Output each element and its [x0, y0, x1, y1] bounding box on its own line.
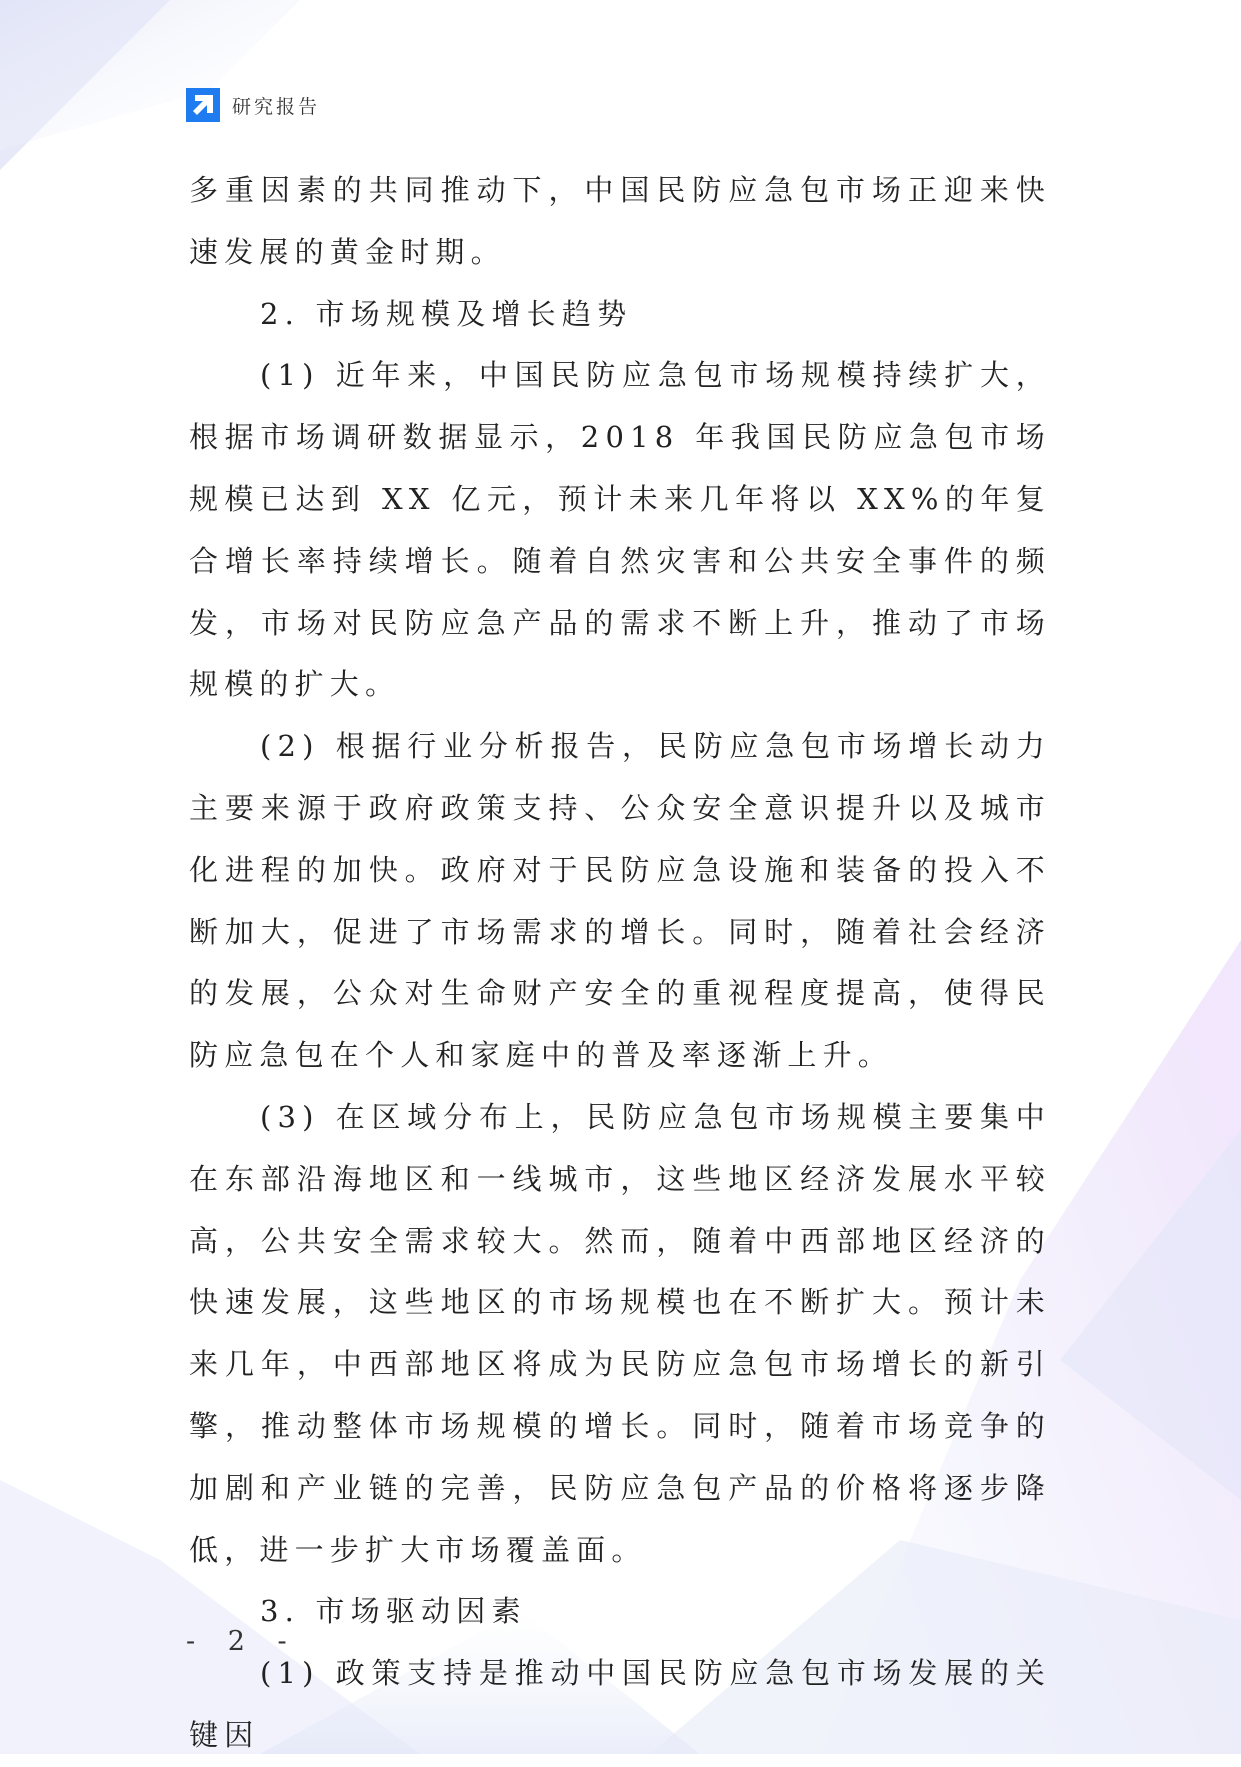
header-title: 研究报告 — [232, 95, 321, 118]
arrow-logo-icon — [186, 88, 220, 122]
section-heading: 2. 市场规模及增长趋势 — [260, 296, 633, 331]
page-number: - 2 - — [186, 1626, 299, 1657]
paragraph: (1) 近年来，中国民防应急包市场规模持续扩大，根据市场调研数据显示，2018 年我国民防应急包市场规模已达到 XX 亿元，预计未来几年将以 XX%的年复合增长率持续增长。随着自然灾害和公共安全事件的频发，市场对民防应急产品的需求不断上升，推动了市场规模的扩大。 — [189, 358, 1051, 702]
section-heading: 3. 市场驱动因素 — [260, 1594, 527, 1629]
document-body — [189, 160, 1051, 1767]
paragraph: 多重因素的共同推动下，中国民防应急包市场正迎来快速发展的黄金时期。 — [189, 173, 1051, 269]
report-header — [186, 88, 320, 122]
paragraph: (2) 根据行业分析报告，民防应急包市场增长动力主要来源于政府政策支持、公众安全意识提升以及城市化进程的加快。政府对于民防应急设施和装备的投入不断加大，促进了市场需求的增长。同时，随着社会经济的发展，公众对生命财产安全的重视程度提高，使得民防应急包在个人和家庭中的普及率逐渐上升。 — [189, 729, 1051, 1073]
paragraph: (1) 政策支持是推动中国民防应急包市场发展的关键因 — [189, 1656, 1051, 1752]
paragraph: (3) 在区域分布上，民防应急包市场规模主要集中在东部沿海地区和一线城市，这些地区经济发展水平较高，公共安全需求较大。然而，随着中西部地区经济的快速发展，这些地区的市场规模也在不断扩大。预计未来几年，中西部地区将成为民防应急包市场增长的新引擎，推动整体市场规模的增长。同时，随着市场竞争的加剧和产业链的完善，民防应急包产品的价格将逐步降低，进一步扩大市场覆盖面。 — [189, 1099, 1051, 1567]
